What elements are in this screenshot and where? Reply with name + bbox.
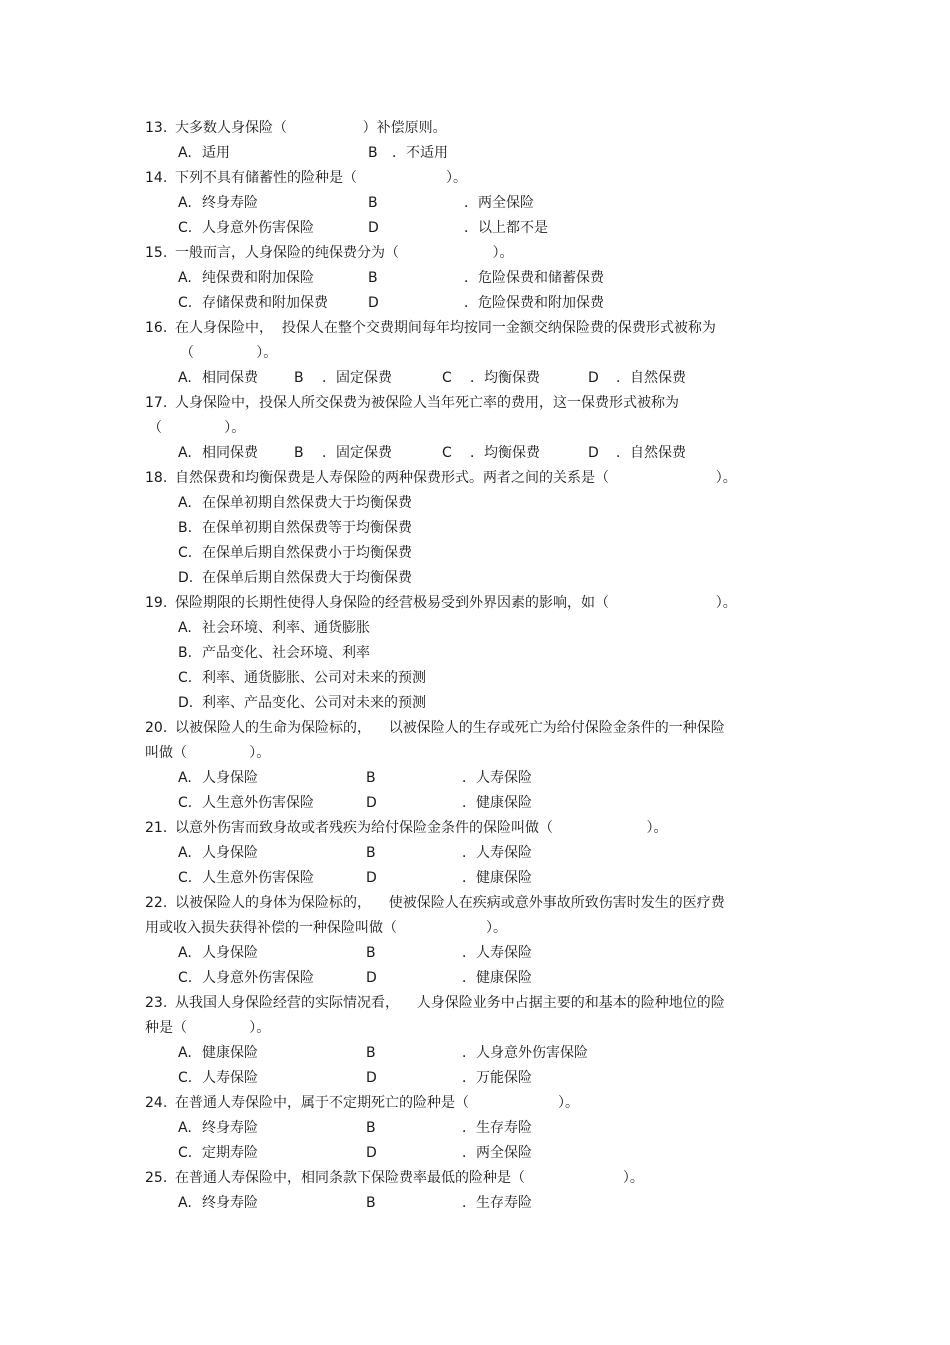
option-letter: C. (178, 670, 193, 686)
option-row (0, 768, 900, 788)
option-text: ．人寿保险 (462, 945, 532, 961)
option-text: ．生存寿险 (462, 1195, 532, 1211)
option (178, 1143, 258, 1163)
question-continuation: （ ）。 (180, 345, 278, 361)
option-text: 产品变化、社会环境、利率 (202, 645, 370, 661)
option-text: ．健康保险 (462, 970, 532, 986)
option-letter: D (366, 870, 377, 886)
option-row (0, 643, 900, 663)
option-text: 社会环境、利率、通货膨胀 (202, 620, 370, 636)
option-text: ．健康保险 (462, 795, 532, 811)
question-number: 20. (145, 720, 168, 736)
option-letter: A. (178, 945, 192, 961)
option-text: ．两全保险 (462, 1145, 532, 1161)
option-row (0, 968, 900, 988)
option (178, 968, 314, 988)
option (178, 493, 412, 513)
option (442, 368, 540, 388)
question-text: 在普通人寿保险中，属于不定期死亡的险种是（ ）。 (175, 1095, 580, 1111)
option (588, 368, 686, 388)
option-row (0, 218, 900, 238)
question-continuation: 种是（ ）。 (145, 1020, 271, 1036)
option-letter: D (366, 1070, 377, 1086)
option-letter: A. (178, 770, 192, 786)
option (178, 843, 258, 863)
option (178, 1193, 258, 1213)
option (368, 193, 534, 213)
question-text: 人身保险中，投保人所交保费为被保险人当年死亡率的费用，这一保费形式被称为 (175, 395, 679, 411)
question-stem (145, 1168, 644, 1188)
option-row (0, 443, 900, 463)
question-stem (145, 718, 725, 738)
option-text: 人身意外伤害保险 (202, 220, 314, 236)
option-letter: C (442, 445, 452, 461)
option (178, 943, 258, 963)
option (178, 768, 258, 788)
option-text: 人身保险 (202, 770, 258, 786)
option-text: 人身保险 (202, 945, 258, 961)
option-text: ．以上都不是 (464, 220, 548, 236)
option-letter: C. (178, 1070, 193, 1086)
option-text: ．危险保费和附加保费 (464, 295, 604, 311)
option-letter: B (368, 195, 378, 211)
option-row (0, 268, 900, 288)
option (178, 368, 258, 388)
option-letter: B (366, 1195, 376, 1211)
option-row (0, 193, 900, 213)
option-letter: B (294, 445, 304, 461)
question-text: 一般而言，人身保险的纯保费分为（ ）。 (175, 245, 514, 261)
option-letter: C. (178, 545, 193, 561)
option-letter: A. (178, 195, 192, 211)
option-text: ．均衡保费 (470, 445, 540, 461)
option-text: ．自然保费 (616, 370, 686, 386)
option-letter: A. (178, 1195, 192, 1211)
option-letter: A. (178, 370, 192, 386)
question-text: 以被保险人的身体为保险标的， 使被保险人在疾病或意外事故所致伤害时发生的医疗费 (175, 895, 725, 911)
option-letter: C. (178, 795, 193, 811)
option-text: 终身寿险 (202, 1120, 258, 1136)
question-number: 24. (145, 1095, 168, 1111)
question-stem (145, 993, 725, 1013)
option-text: ．两全保险 (464, 195, 534, 211)
option-text: ．健康保险 (462, 870, 532, 886)
option-row (0, 293, 900, 313)
option-letter: D (588, 445, 599, 461)
option-letter: B (368, 270, 378, 286)
question-continuation: （ ）。 (148, 420, 246, 436)
option-text: 纯保费和附加保险 (202, 270, 314, 286)
option (366, 1068, 532, 1088)
option (178, 643, 370, 663)
option (588, 443, 686, 463)
option-text: 人生意外伤害保险 (202, 795, 314, 811)
option-letter: C. (178, 970, 193, 986)
question-number: 23. (145, 995, 168, 1011)
question-number: 22. (145, 895, 168, 911)
option-letter: D (366, 795, 377, 811)
option-text: 适用 (202, 145, 230, 161)
option-text: ．人身意外伤害保险 (462, 1045, 588, 1061)
option (178, 293, 328, 313)
option-letter: A. (178, 620, 192, 636)
option-letter: B. (178, 520, 193, 536)
option-row (0, 518, 900, 538)
option (178, 218, 314, 238)
option-row (0, 618, 900, 638)
option (178, 793, 314, 813)
option (368, 293, 604, 313)
option-text: ．生存寿险 (462, 1120, 532, 1136)
option-text: 利率、通货膨胀、公司对未来的预测 (202, 670, 426, 686)
option-letter: C. (178, 1145, 193, 1161)
option-text: ．危险保费和储蓄保费 (464, 270, 604, 286)
option-text: ．固定保费 (322, 370, 392, 386)
question-number: 13. (145, 120, 168, 136)
option-row (0, 143, 900, 163)
option-letter: C. (178, 295, 193, 311)
option (178, 568, 412, 588)
option-letter: A. (178, 270, 192, 286)
option (178, 193, 258, 213)
option (442, 443, 540, 463)
question-text: 自然保费和均衡保费是人寿保险的两种保费形式。两者之间的关系是（ ）。 (175, 470, 737, 486)
option (178, 868, 314, 888)
question-number: 17. (145, 395, 168, 411)
question-stem (145, 593, 737, 613)
option (178, 693, 426, 713)
question-number: 18. (145, 470, 168, 486)
option (366, 968, 532, 988)
option-letter: D (588, 370, 599, 386)
option (178, 1118, 258, 1138)
option (178, 1043, 258, 1063)
option (366, 793, 532, 813)
option-letter: B (366, 1045, 376, 1061)
question-text: 在普通人寿保险中，相同条款下保险费率最低的险种是（ ）。 (175, 1170, 644, 1186)
option-text: 在保单后期自然保费小于均衡保费 (202, 545, 412, 561)
option (366, 1043, 588, 1063)
option-text: 在保单后期自然保费大于均衡保费 (202, 570, 412, 586)
question-stem (145, 118, 447, 138)
option-row (0, 868, 900, 888)
option-text: ．不适用 (392, 145, 448, 161)
option-row (0, 568, 900, 588)
question-text: 以意外伤害而致身故或者残疾为给付保险金条件的保险叫做（ ）。 (175, 820, 668, 836)
question-number: 15. (145, 245, 168, 261)
option (178, 618, 370, 638)
option (366, 843, 532, 863)
option (366, 768, 532, 788)
option-letter: A. (178, 1120, 192, 1136)
option-text: 存储保费和附加保费 (202, 295, 328, 311)
option-text: 在保单初期自然保费等于均衡保费 (202, 520, 412, 536)
option (366, 943, 532, 963)
question-number: 25. (145, 1170, 168, 1186)
option-letter: D. (178, 570, 194, 586)
option-row (0, 1068, 900, 1088)
option (178, 1068, 258, 1088)
question-number: 16. (145, 320, 168, 336)
question-number: 19. (145, 595, 168, 611)
question-continuation: 用或收入损失获得补偿的一种保险叫做（ ）。 (145, 920, 508, 936)
option-row (0, 1193, 900, 1213)
option-letter: D. (178, 695, 194, 711)
question-stem (145, 243, 513, 263)
option (178, 668, 426, 688)
option-row (0, 693, 900, 713)
option-letter: A. (178, 495, 192, 511)
option (178, 518, 412, 538)
option-letter: D (366, 970, 377, 986)
question-text: 大多数人身保险（ ）补偿原则。 (175, 120, 447, 136)
option-letter: A. (178, 445, 192, 461)
question-number: 21. (145, 820, 168, 836)
option-row (0, 368, 900, 388)
option-letter: D (368, 295, 379, 311)
option-row (0, 1143, 900, 1163)
option-row (0, 843, 900, 863)
question-continuation: 叫做（ ）。 (145, 745, 271, 761)
option (366, 1118, 532, 1138)
option-letter: A. (178, 845, 192, 861)
option-letter: B (366, 845, 376, 861)
option-letter: B. (178, 645, 193, 661)
option-text: 相同保费 (202, 370, 258, 386)
option-letter: B (368, 145, 378, 161)
option-text: ．固定保费 (322, 445, 392, 461)
option-letter: D (366, 1145, 377, 1161)
option-row (0, 493, 900, 513)
option-row (0, 793, 900, 813)
question-stem (145, 1093, 579, 1113)
option (366, 868, 532, 888)
option-letter: B (366, 1120, 376, 1136)
option-letter: B (366, 770, 376, 786)
option-text: 相同保费 (202, 445, 258, 461)
option (294, 368, 392, 388)
option (178, 443, 258, 463)
question-number: 14. (145, 170, 168, 186)
option-text: 利率、产品变化、公司对未来的预测 (202, 695, 426, 711)
option-letter: C. (178, 870, 193, 886)
option-row (0, 1043, 900, 1063)
option (366, 1193, 532, 1213)
option-text: ．均衡保费 (470, 370, 540, 386)
option-letter: A. (178, 1045, 192, 1061)
option-letter: B (366, 945, 376, 961)
option-letter: C (442, 370, 452, 386)
option-text: 终身寿险 (202, 195, 258, 211)
option-text: ．自然保费 (616, 445, 686, 461)
option (178, 143, 230, 163)
option-letter: D (368, 220, 379, 236)
option-text: 在保单初期自然保费大于均衡保费 (202, 495, 412, 511)
question-stem (145, 468, 737, 488)
option-row (0, 543, 900, 563)
option-text: 健康保险 (202, 1045, 258, 1061)
option-row (0, 943, 900, 963)
question-text: 下列不具有储蓄性的险种是（ ）。 (175, 170, 468, 186)
question-stem (145, 393, 679, 413)
option-text: 人生意外伤害保险 (202, 870, 314, 886)
option-text: 终身寿险 (202, 1195, 258, 1211)
question-text: 保险期限的长期性使得人身保险的经营极易受到外界因素的影响，如（ ）。 (175, 595, 737, 611)
option-text: 人身保险 (202, 845, 258, 861)
option-text: ．人寿保险 (462, 845, 532, 861)
question-text: 在人身保险中， 投保人在整个交费期间每年均按同一金额交纳保险费的保费形式被称为 (175, 320, 716, 336)
option-row (0, 1118, 900, 1138)
option (368, 143, 448, 163)
option-row (0, 668, 900, 688)
question-text: 以被保险人的生命为保险标的， 以被保险人的生存或死亡为给付保险金条件的一种保险 (175, 720, 725, 736)
option-text: 定期寿险 (202, 1145, 258, 1161)
option (368, 268, 604, 288)
question-stem (145, 893, 725, 913)
option-text: 人身意外伤害保险 (202, 970, 314, 986)
question-stem (145, 818, 667, 838)
option (178, 543, 412, 563)
option (178, 268, 314, 288)
option-text: ．万能保险 (462, 1070, 532, 1086)
question-text: 从我国人身保险经营的实际情况看， 人身保险业务中占据主要的和基本的险种地位的险 (175, 995, 725, 1011)
option (294, 443, 392, 463)
question-stem (145, 318, 716, 338)
option-letter: A. (178, 145, 192, 161)
option (368, 218, 548, 238)
option (366, 1143, 532, 1163)
option-letter: B (294, 370, 304, 386)
option-text: 人寿保险 (202, 1070, 258, 1086)
option-letter: C. (178, 220, 193, 236)
option-text: ．人寿保险 (462, 770, 532, 786)
question-stem (145, 168, 467, 188)
